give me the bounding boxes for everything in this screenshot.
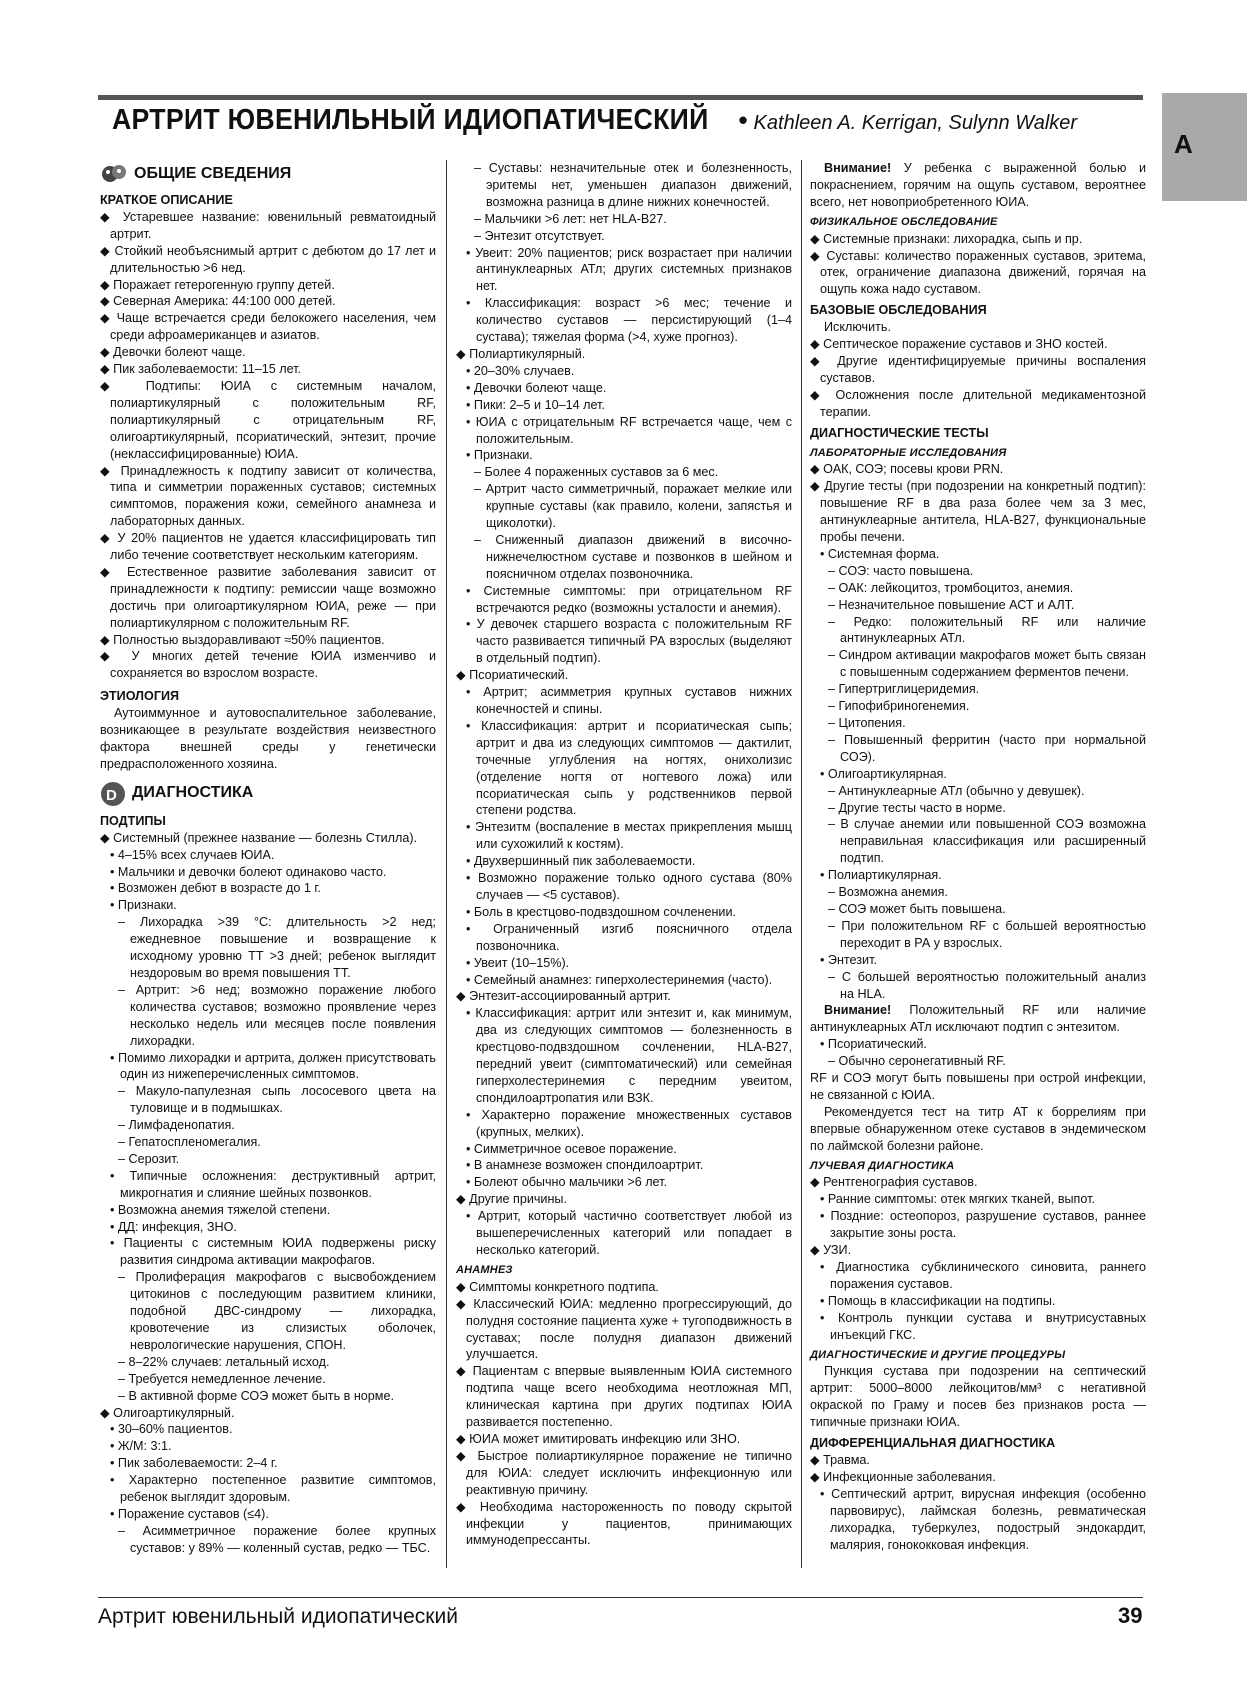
list-item: – Энтезит отсутствует. bbox=[474, 228, 605, 243]
list-item: ◆ Другие причины. bbox=[456, 1192, 567, 1207]
page-number: 39 bbox=[1118, 1603, 1143, 1628]
list-item: ◆ Подтипы: ЮИА с системным началом, полиартикулярный с положительным RF, полиартикулярный с отрицательным RF, олигоартикулярный, псориатический, энтезит, прочие (неклассифицированные) ЮИА. bbox=[100, 378, 436, 461]
section-title: ДИАГНОСТИКА bbox=[132, 784, 254, 802]
list-item: ◆ Септическое поражение суставов и ЗНО костей. bbox=[810, 337, 1108, 352]
list-item: • ЮИА с отрицательным RF встречается чаще, чем с положительным. bbox=[466, 414, 792, 446]
article-title: АРТРИТ ЮВЕНИЛЬНЫЙ ИДИОПАТИЧЕСКИЙ bbox=[112, 104, 709, 136]
list-item: ◆ Суставы: количество пораженных суставов, эритема, отек, ограничение диапазона движений, горячая на ощупь кожа надо суставом. bbox=[810, 248, 1146, 297]
list-item: – Артрит часто симметричный, поражает мелкие или крупные суставы (как правило, колени, запястья и щиколотки). bbox=[474, 482, 792, 531]
list-item: – СОЭ может быть повышена. bbox=[828, 901, 1006, 916]
list-item: – Цитопения. bbox=[828, 716, 906, 730]
subheading: ЭТИОЛОГИЯ bbox=[100, 689, 180, 704]
list-item: ◆ Полиартикулярный. bbox=[456, 346, 586, 361]
list-item: ◆ Рентгенография суставов. bbox=[810, 1175, 978, 1190]
list-item: • Классификация: артрит или энтезит и, как минимум, два из следующих симптомов — болезненность в крестцово-подвздошном сочленении, HLA-B27, передний увеит (симптоматический) или семейная гиперхолестеринемия с передним увеитом, спондилоартропатия или ВЗК. bbox=[466, 1006, 792, 1105]
etiology-text: Аутоиммунное и аутовоспалительное заболевание, возникающее в результате воздействия неизвестного фактора внешней среды у генетически предрасположенного хозяина. bbox=[100, 706, 436, 771]
list-item: • Поздние: остеопороз, разрушение суставов, раннее закрытие зоны роста. bbox=[820, 1209, 1146, 1241]
list-item: – ОАК: лейкоцитоз, тромбоцитоз, анемия. bbox=[828, 580, 1074, 595]
list-item: ◆ Энтезит-ассоциированный артрит. bbox=[456, 989, 671, 1004]
list-item: • Характерно постепенное развитие симптомов, ребенок выглядит здоровым. bbox=[110, 1473, 436, 1505]
list-item: ◆ Травма. bbox=[810, 1452, 870, 1467]
list-item: ◆ Другие тесты (при подозрении на конкретный подтип): повышение RF в два раза более чем за 3 мес, антинуклеарные антитела, HLA-B27, функциональные пробы печени. bbox=[810, 479, 1146, 545]
list-item: ◆ ОАК, СОЭ; посевы крови PRN. bbox=[810, 462, 1004, 477]
list-item: – При положительном RF с большей вероятностью переходит в РА у взрослых. bbox=[828, 918, 1146, 950]
list-item: • Ранние симптомы: отек мягких тканей, выпот. bbox=[820, 1192, 1095, 1207]
list-item: ◆ Северная Америка: 44:100 000 детей. bbox=[100, 294, 336, 309]
list-item: – Редко: положительный RF или наличие антинуклеарных АТл. bbox=[828, 614, 1146, 646]
list-item: • Системные симптомы: при отрицательном RF встречаются редко (возможны усталости и анемия). bbox=[466, 583, 792, 615]
warning-text: У ребенка с выраженной болью и покраснением, горячим на ощупь суставом, вероятнее всего, нет новоприобретенного ЮИА. bbox=[810, 161, 1146, 209]
subheading: АНАМНЕЗ bbox=[456, 1263, 513, 1276]
list-item: • Диагностика субклинического синовита, раннего поражения суставов. bbox=[820, 1260, 1146, 1291]
list-item: • Возможна анемия тяжелой степени. bbox=[110, 1202, 331, 1217]
list-item: – Возможна анемия. bbox=[828, 885, 948, 900]
list-item: • ДД: инфекция, ЗНО. bbox=[110, 1219, 237, 1234]
list-item: • Классификация: артрит и псориатическая сыпь; артрит и два из следующих симптомов — дактилит, точечные углубления на ногтях, онихолизис (отделение ногтя от ногтевого ложа) или псориатическая сыпь у родственников первой степени родства. bbox=[466, 718, 792, 818]
list-item: • 30–60% пациентов. bbox=[110, 1422, 233, 1437]
list-item: ◆ ЮИА может имитировать инфекцию или ЗНО. bbox=[456, 1431, 741, 1446]
list-item: • Увеит: 20% пациентов; риск возрастает при наличии антинуклеарных АТл; других системных признаков нет. bbox=[466, 245, 792, 294]
list-item: ◆ Системный (прежнее название — болезнь Стилла). bbox=[100, 830, 418, 845]
list-item: RF и СОЭ могут быть повышены при острой инфекции, не связанной с ЮИА. bbox=[810, 1071, 1146, 1102]
list-item: • Мальчики и девочки болеют одинаково часто. bbox=[110, 864, 387, 879]
list-item: – Обычно серонегативный RF. bbox=[828, 1054, 1006, 1069]
column-1 bbox=[100, 160, 436, 1557]
page-title bbox=[112, 104, 1132, 144]
list-item: – Гипофибриногенемия. bbox=[828, 699, 970, 714]
list-item: ◆ Симптомы конкретного подтипа. bbox=[456, 1279, 659, 1294]
list-item: • Типичные осложнения: деструктивный артрит, микрогнатия и слияние шейных позвонков. bbox=[110, 1168, 436, 1200]
list-item: • Семейный анамнез: гиперхолестеринемия (часто). bbox=[466, 972, 773, 987]
column-2 bbox=[456, 160, 792, 1549]
subheading: КРАТКОЕ ОПИСАНИЕ bbox=[100, 193, 233, 207]
list-item: ◆ Классический ЮИА: медленно прогрессирующий, до полудня состояние пациента хуже + тугоподвижность в суставах; после полудня диапазон движений улучшается. bbox=[456, 1296, 792, 1362]
list-item: – Мальчики >6 лет: нет HLA-B27. bbox=[474, 211, 667, 226]
list-item: • Симметричное осевое поражение. bbox=[466, 1141, 677, 1156]
brief-list bbox=[100, 209, 436, 682]
list-item: • Пациенты с системным ЮИА подвержены риску развития синдрома активации макрофагов. bbox=[110, 1236, 436, 1268]
subtypes-list bbox=[100, 830, 436, 1557]
warning-label: Внимание! bbox=[824, 161, 892, 175]
list-item: ◆ Принадлежность к подтипу зависит от количества, типа и симметрии пораженных суставов; системных симптомов, поражения кожи, семейного анамнеза и лабораторных данных. bbox=[100, 463, 436, 529]
list-item: – В случае анемии или повышенной СОЭ возможна неправильная классификация или расширенный подтип. bbox=[828, 817, 1146, 866]
list-item: ◆ Полностью выздоравливают ≈50% пациентов. bbox=[100, 632, 385, 647]
list-item: • Полиартикулярная. bbox=[820, 868, 942, 883]
section-title: ОБЩИЕ СВЕДЕНИЯ bbox=[134, 164, 292, 182]
list-item: ◆ Пик заболеваемости: 11–15 лет. bbox=[100, 362, 302, 377]
list-item: • 4–15% всех случаев ЮИА. bbox=[110, 847, 275, 862]
list-item: • Характерно поражение множественных суставов (крупных, мелких). bbox=[466, 1107, 792, 1139]
warning-note bbox=[810, 160, 1146, 211]
list-item: • Энтезит. bbox=[820, 952, 877, 967]
list-item: ◆ У 20% пациентов не удается классифицировать тип либо течение соответствует нескольким категориям. bbox=[100, 531, 436, 563]
list-item: – Макуло-папулезная сыпь лососевого цвета на туловище и в подмышках. bbox=[118, 1084, 436, 1116]
list-item: ◆ Поражает гетерогенную группу детей. bbox=[100, 277, 335, 292]
section-tab bbox=[1162, 93, 1247, 201]
list-item: – Лихорадка >39 °С: длительность >2 нед; ежедневное повышение и возвращение к исходному уровню ТТ >3 дней; ребенок выглядит нездоровым во время повышения ТТ. bbox=[118, 915, 436, 980]
list-item: ◆ Естественное развитие заболевания зависит от принадлежности к подтипу: ремиссии чаще возможно достичь при олигоартикулярном ЮИА, реже — при полиартикулярном с положительным RF. bbox=[100, 564, 436, 630]
list-item: • У девочек старшего возраста с положительным RF часто развивается типичный РА взрослых (выделяют в отдельный подтип). bbox=[466, 617, 792, 666]
list-item: – Сниженный диапазон движений в височно-нижнечелюстном суставе и позвонков в шейном и поясничном отделах позвоночника. bbox=[474, 532, 792, 581]
list-item: – Асимметричное поражение более крупных суставов: у 89% — коленный сустав, редко — ТБС. bbox=[118, 1523, 436, 1555]
list-item: ◆ УЗИ. bbox=[810, 1243, 852, 1258]
rx-icon bbox=[100, 781, 126, 807]
list-item: ◆ Стойкий необъяснимый артрит с дебютом до 17 лет и длительностью >6 нед. bbox=[100, 243, 436, 275]
list-item: • Олигоартикулярная. bbox=[820, 766, 947, 781]
subheading: ДИФФЕРЕНЦИАЛЬНАЯ ДИАГНОСТИКА bbox=[810, 1436, 1056, 1451]
list-item: ◆ Устаревшее название: ювенильный ревматоидный артрит. bbox=[100, 209, 436, 241]
list-item: • Септический артрит, вирусная инфекция (особенно парвовирус), лаймская болезнь, ревматическая лихорадка, туберкулез, подострый эндокардит, малярия, гонококковая инфекция. bbox=[820, 1486, 1146, 1552]
svg-text:D: D bbox=[106, 786, 117, 804]
list-item: • Увеит (10–15%). bbox=[466, 955, 570, 970]
subheading: ЛУЧЕВАЯ ДИАГНОСТИКА bbox=[810, 1159, 955, 1172]
list-item: • Возможен дебют в возрасте до 1 г. bbox=[110, 881, 321, 896]
subheading: ФИЗИКАЛЬНОЕ ОБСЛЕДОВАНИЕ bbox=[810, 215, 998, 228]
list-item: – Гипертриглицеридемия. bbox=[828, 682, 980, 697]
warning-label: Внимание! bbox=[824, 1003, 892, 1018]
list-item: – Серозит. bbox=[118, 1151, 180, 1166]
list-item: • Пик заболеваемости: 2–4 г. bbox=[110, 1456, 278, 1471]
list-item: • Признаки. bbox=[110, 898, 177, 913]
list-item: • Ограниченный изгиб поясничного отдела позвоночника. bbox=[466, 921, 792, 953]
list-item: – Гепатоспленомегалия. bbox=[118, 1135, 261, 1150]
list-item: ◆ Олигоартикулярный. bbox=[100, 1405, 235, 1420]
subheading: ЛАБОРАТОРНЫЕ ИССЛЕДОВАНИЯ bbox=[810, 446, 1007, 459]
list-item: • Пики: 2–5 и 10–14 лет. bbox=[466, 397, 605, 412]
section-general bbox=[100, 162, 436, 186]
virus-icon bbox=[100, 162, 128, 186]
list-item: • В анамнезе возможен спондилоартрит. bbox=[466, 1158, 704, 1173]
list-item: – Другие тесты часто в норме. bbox=[828, 800, 1006, 815]
list-item: ◆ У многих детей течение ЮИА изменчиво и сохраняется во взрослом возрасте. bbox=[100, 649, 436, 681]
header-rule bbox=[98, 95, 1143, 100]
list-item: – В активной форме СОЭ может быть в норме. bbox=[118, 1388, 394, 1403]
list-item: • Помощь в классификации на подтипы. bbox=[820, 1293, 1056, 1308]
warning-text: Положительный RF или наличие антинуклеарных АТл исключают подтип с энтезитом. bbox=[810, 1003, 1146, 1035]
list-item: – СОЭ: часто повышена. bbox=[828, 563, 974, 578]
list-item: • Помимо лихорадки и артрита, должен присутствовать один из нижеперечисленных симптомов. bbox=[110, 1050, 436, 1082]
list-item: Рекомендуется тест на титр АТ к боррелиям при впервые обнаруженном отеке суставов в эндемическом по лаймской болезни районе. bbox=[810, 1104, 1146, 1153]
list-item: ◆ Девочки болеют чаще. bbox=[100, 345, 246, 360]
list-item: – Пролиферация макрофагов с высвобождением цитокинов с последующим развитием клиники, подобной ДВС-синдрому — лихорадка, кровотечение из слизистых оболочек, неврологические нарушения, СПОН. bbox=[118, 1270, 436, 1352]
column-2-list bbox=[456, 160, 792, 1549]
list-item: • Классификация: возраст >6 мес; течение и количество суставов — персистирующий (1–4 сустава); тяжелая форма (>4, хуже прогноз). bbox=[466, 296, 792, 345]
list-item: • Артрит, который частично соответствует любой из вышеперечисленных категорий или попадает в несколько категорий. bbox=[466, 1209, 792, 1257]
list-item: ◆ Системные признаки: лихорадка, сыпь и пр. bbox=[810, 231, 1083, 246]
title-bullet: • bbox=[738, 105, 748, 135]
column-3 bbox=[810, 160, 1146, 1553]
subheading: БАЗОВЫЕ ОБСЛЕДОВАНИЯ bbox=[810, 303, 987, 318]
list-item: – Незначительное повышение АСТ и АЛТ. bbox=[828, 597, 1075, 612]
list-item: • Псориатический. bbox=[820, 1037, 927, 1052]
column-3-list-2 bbox=[810, 1036, 1146, 1553]
list-item: ◆ Необходима настороженность по поводу скрытой инфекции у пациентов, принимающих иммунодепрессанты. bbox=[456, 1499, 792, 1548]
subheading: ПОДТИПЫ bbox=[100, 813, 166, 828]
list-item: • Двухвершинный пик заболеваемости. bbox=[466, 854, 696, 869]
list-item: – Повышенный ферритин (часто при нормальной СОЭ). bbox=[828, 732, 1146, 764]
list-item: • Возможно поражение только одного сустава (80% случаев — <5 суставов). bbox=[466, 871, 792, 902]
list-item: • Признаки. bbox=[466, 448, 533, 463]
list-item: – Синдром активации макрофагов может быть связан с повышенным содержанием ферментов печени. bbox=[828, 648, 1146, 680]
list-item: – Артрит: >6 нед; возможно поражение любого количества суставов; возможно проявление через несколько недель или месяцев после появления лихорадки. bbox=[118, 982, 436, 1048]
list-item: • Девочки болеют чаще. bbox=[466, 380, 607, 395]
list-item: • Контроль пункции сустава и внутрисуставных инъекций ГКС. bbox=[820, 1310, 1146, 1342]
list-item: – Лимфаденопатия. bbox=[118, 1118, 235, 1133]
list-item: • Энтезитм (воспаление в местах прикрепления мышц или сухожилий к костям). bbox=[466, 820, 792, 852]
list-item: • Боль в крестцово-подвздошном сочленении. bbox=[466, 904, 736, 919]
list-item: ◆ Пациентам с впервые выявленным ЮИА системного подтипа чаще всего необходима неотложная МП, клиническая картина при других подтипах ЮИА развивается постепенно. bbox=[456, 1364, 792, 1430]
list-item: Пункция сустава при подозрении на септический артрит: 5000–8000 лейкоцитов/мм³ с негативной окраской по Граму и посев без признаков роста — типичные признаки ЮИА. bbox=[810, 1364, 1146, 1430]
list-item: ◆ Осложнения после длительной медикаментозной терапии. bbox=[810, 387, 1146, 419]
list-item: – Суставы: незначительные отек и болезненность, эритемы нет, уменьшен диапазон движений, возможна разница в длине нижних конечностей. bbox=[474, 161, 792, 209]
column-divider bbox=[801, 160, 802, 1568]
running-title: Артрит ювенильный идиопатический bbox=[98, 1605, 458, 1628]
list-item: – Более 4 пораженных суставов за 6 мес. bbox=[474, 465, 719, 480]
subheading: ДИАГНОСТИЧЕСКИЕ ТЕСТЫ bbox=[810, 425, 989, 440]
list-item: ◆ Чаще встречается среди белокожего населения, чем среди афроамериканцев и азиатов. bbox=[100, 311, 436, 343]
list-item: ◆ Псориатический. bbox=[456, 668, 569, 683]
list-item: • Болеют обычно мальчики >6 лет. bbox=[466, 1175, 668, 1190]
column-3-list bbox=[810, 214, 1146, 1003]
section-diagnostics bbox=[100, 781, 436, 807]
list-item: – 8–22% случаев: летальный исход. bbox=[118, 1354, 330, 1369]
list-item: – Антинуклеарные АТл (обычно у девушек). bbox=[828, 783, 1085, 798]
warning-note bbox=[810, 1002, 1146, 1036]
tab-letter: A bbox=[1174, 129, 1193, 159]
list-item: • 20–30% случаев. bbox=[466, 363, 575, 378]
list-item: ◆ Другие идентифицируемые причины воспаления суставов. bbox=[810, 353, 1146, 385]
list-item: • Ж/М: 3:1. bbox=[110, 1439, 172, 1454]
authors: Kathleen A. Kerrigan, Sulynn Walker bbox=[753, 112, 1078, 134]
list-item: Исключить. bbox=[824, 320, 891, 335]
list-item: – Требуется немедленное лечение. bbox=[118, 1371, 326, 1386]
list-item: • Артрит; асимметрия крупных суставов нижних конечностей и спины. bbox=[466, 685, 792, 716]
footer-rule bbox=[98, 1597, 1143, 1598]
list-item: – С большей вероятностью положительный анализ на HLA. bbox=[828, 969, 1146, 1001]
list-item: • Поражение суставов (≤4). bbox=[110, 1506, 269, 1521]
list-item: • Системная форма. bbox=[820, 546, 940, 561]
subheading: ДИАГНОСТИЧЕСКИЕ И ДРУГИЕ ПРОЦЕДУРЫ bbox=[810, 1348, 1066, 1361]
list-item: ◆ Быстрое полиартикулярное поражение не типично для ЮИА: следует исключить инфекционную или реактивную причину. bbox=[456, 1448, 792, 1497]
column-divider bbox=[446, 160, 447, 1568]
list-item: ◆ Инфекционные заболевания. bbox=[810, 1469, 996, 1484]
